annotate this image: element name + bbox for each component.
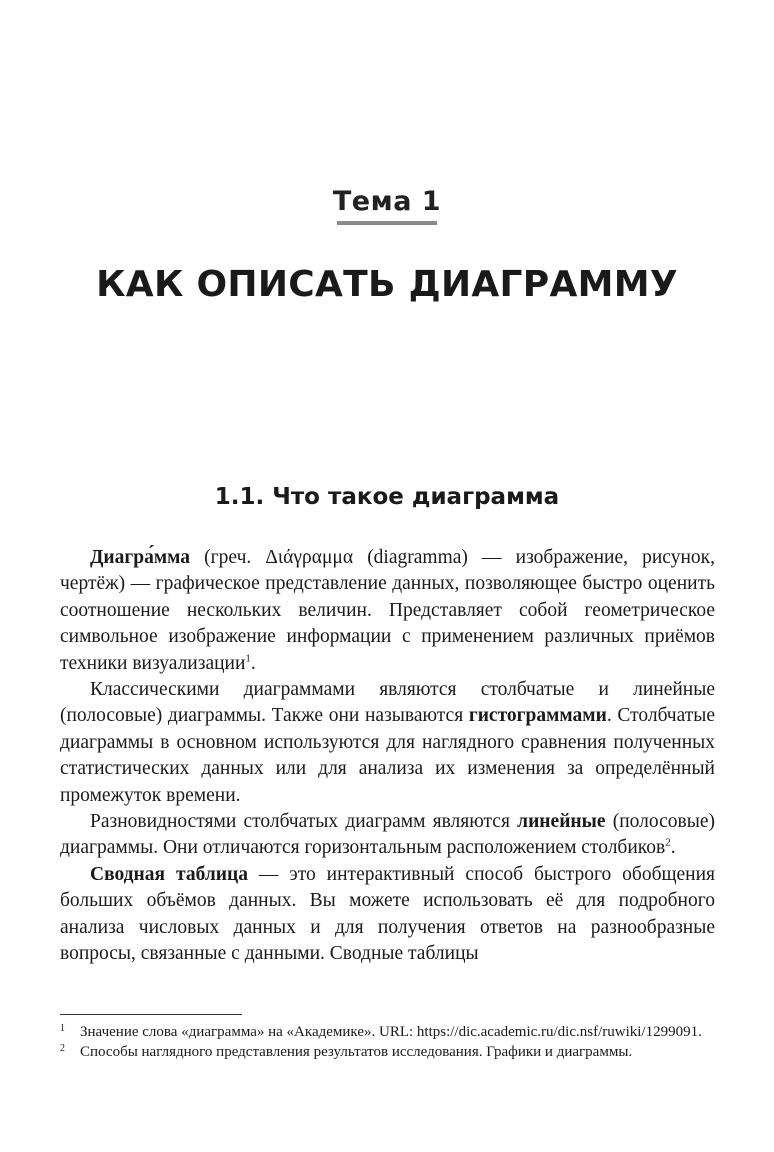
footnote-divider — [60, 1014, 242, 1015]
topic-underline — [337, 221, 437, 225]
footnotes — [60, 1022, 715, 1062]
paragraph-text: (греч. Διάγραμμα (diagramma) — изображение, рисунок, чертёж) — графическое представление данных, позволяющее быстро оценить соотношение нескольких величин. Представляет собой геометрическое символьное изображение информации с применением различных приёмов техники визуализации — [60, 547, 715, 674]
paragraph-classic-diagrams — [60, 677, 715, 809]
footnote-2 — [60, 1042, 715, 1062]
paragraph-end: . — [250, 652, 256, 674]
section-title: 1.1. Что такое диаграмма — [214, 484, 560, 510]
chapter-title: КАК ОПИСАТЬ ДИАГРАММУ — [96, 264, 678, 305]
footnote-ref-1: 1 — [245, 652, 251, 665]
paragraph-text: Разновидностями столбчатых диаграмм являются — [90, 811, 518, 833]
footnote-number: 2 — [60, 1043, 65, 1054]
footnote-1 — [60, 1022, 715, 1042]
footnote-text: Значение слова «диаграмма» на «Академике». URL: https://dic.academic.ru/dic.nsf/ruwiki/1299091. — [80, 1024, 702, 1040]
term-diagram: Диагра́мма — [90, 547, 191, 568]
paragraph-end: . — [670, 837, 676, 859]
paragraph-pivot-table — [60, 862, 715, 968]
paragraph-diagram-definition — [60, 545, 715, 677]
paragraph-text: (полосовые) диаграммы. Они отличаются горизонтальным расположением столбиков — [60, 811, 715, 859]
body-text — [60, 545, 715, 968]
term-pivot-table: Сводная таблица — [90, 863, 248, 885]
footnote-ref-2: 2 — [665, 836, 671, 849]
paragraph-text: Классическими диаграммами являются столбчатые и линейные (полосовые) диаграммы. Также они называются — [60, 679, 715, 727]
paragraph-text: . Столбчатые диаграммы в основном используются для наглядного сравнения полученных статистических данных или для анализа их изменения за определённый промежуток времени. — [60, 705, 715, 806]
topic-label: Тема 1 — [332, 186, 442, 217]
paragraph-text: — это интерактивный способ быстрого обобщения больших объёмов данных. Вы можете использовать её для подробного анализа числовых данных и для получения ответов на разнообразные вопросы, связанные с данными. Сводные таблицы — [60, 863, 715, 965]
footnote-number: 1 — [60, 1023, 65, 1034]
paragraph-linear-diagrams — [60, 809, 715, 862]
term-histograms: гистограммами — [468, 705, 607, 727]
term-linear: линейные — [517, 811, 606, 833]
footnote-text: Способы наглядного представления результатов исследования. Графики и диаграммы. — [80, 1044, 633, 1060]
